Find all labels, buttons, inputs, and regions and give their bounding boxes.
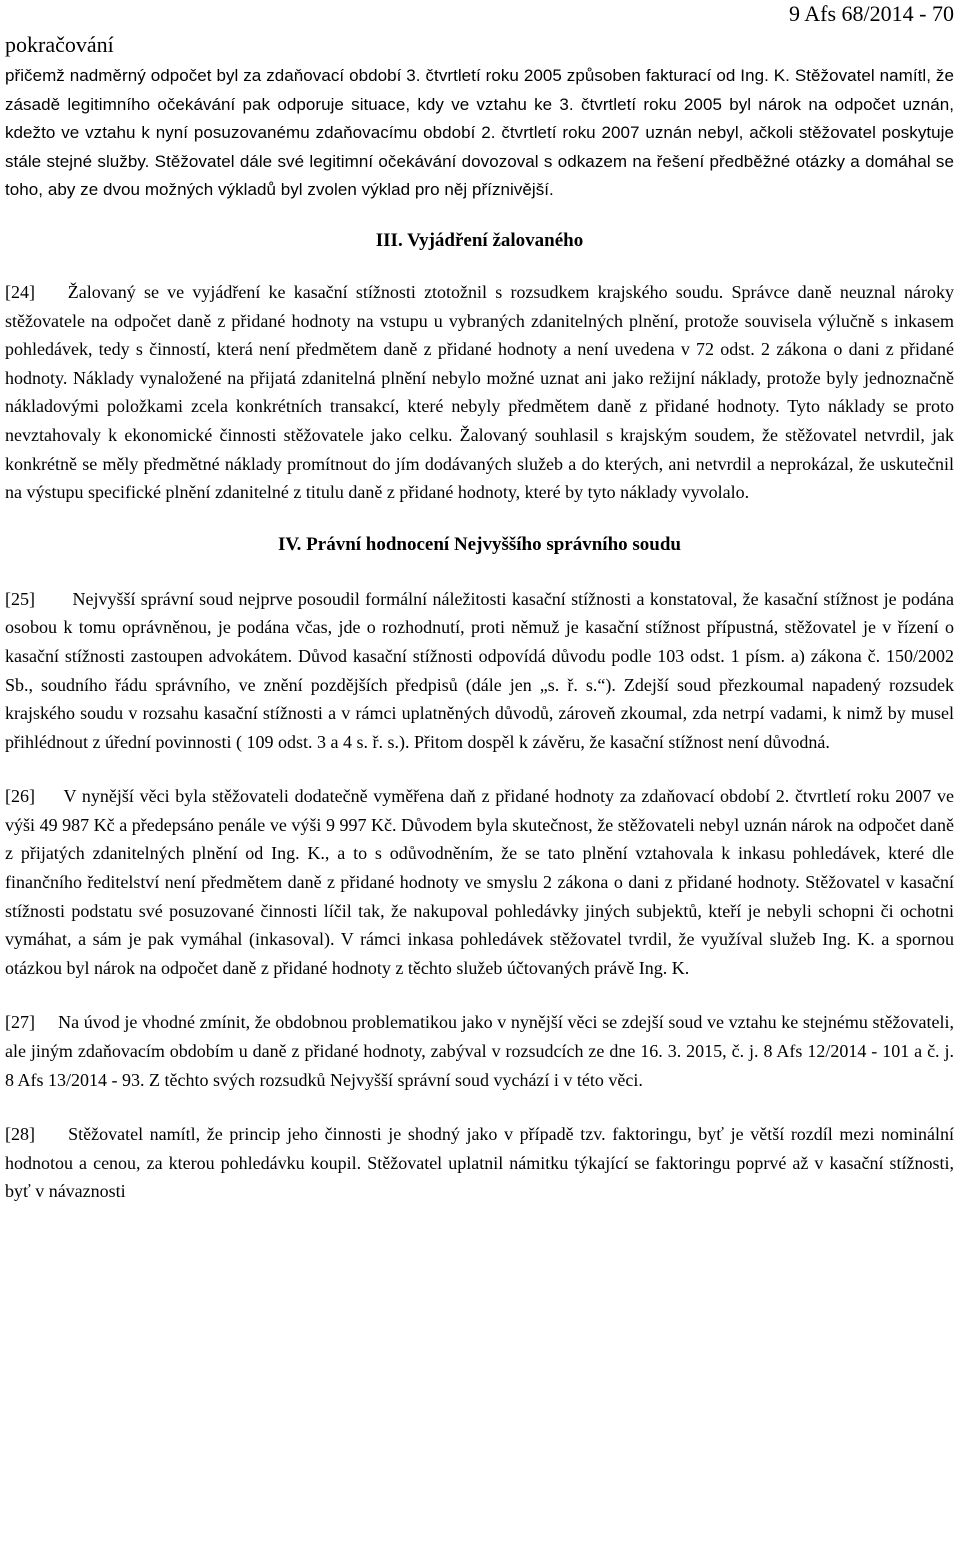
paragraph-24 [5, 278, 954, 507]
paragraph-number: [28] [5, 1124, 35, 1145]
paragraph-number: [24] [5, 281, 35, 302]
paragraph-text: Stěžovatel namítl, že princip jeho činnosti je shodný jako v případě tzv. faktoringu, byť je větší rozdíl mezi nominální hodnotou a cenou, za kterou pohledávku koupil. Stěžovatel uplatnil námitku týkající se faktoringu poprvé až v kasační stížnosti, byť v návaznosti [5, 1124, 955, 1202]
paragraph-number: [25] [5, 588, 35, 609]
paragraph-number: [26] [5, 786, 35, 807]
paragraph-26 [5, 782, 954, 982]
paragraph-spacer [5, 756, 954, 782]
paragraph-text: Na úvod je vhodné zmínit, že obdobnou problematikou jako v nynější věci se zdejší soud ve vztahu ke stejnému stěžovateli, ale jiným zdaňovacím obdobím u daně z přidané hodnoty, zabýval v rozsudcích ze dne 16. 3. 2015, č. j. 8 Afs 12/2014 - 101 a č. j. 8 Afs 13/2014 - 93. Z těchto svých rozsudků Nejvyšší správní soud vychází i v této věci. [5, 1012, 954, 1090]
section-heading-iv: IV. Právní hodnocení Nejvyššího správního soudu [278, 533, 681, 555]
paragraph-25 [5, 585, 954, 757]
section-heading-iii: III. Vyjádření žalovaného [375, 229, 584, 251]
paragraph-text: V nynější věci byla stěžovateli dodatečně vyměřena daň z přidané hodnoty za zdaňovací období 2. čtvrtletí roku 2007 ve výši 49 987 Kč a předepsáno penále ve výši 9 997 Kč. Důvodem byla skutečnost, že stěžovateli nebyl uznán nárok na odpočet daně z přijatých zdanitelných plnění od Ing. K., a to s odůvodněním, že se tato plnění vztahovala k inkasu pohledávek, které dle finančního ředitelství není předmětem daně z přidané hodnoty ve smyslu 2 zákona o dani z přidané hodnoty. Stěžovatel v kasační stížnosti podstatu své posuzované činnosti líčil tak, že nakupoval pohledávky jiných subjektů, kteří je nebyli schopni či ochotni vymáhat, a sám je pak vymáhal (inkasoval). V rámci inkasa pohledávek stěžovatel tvrdil, že využíval služeb Ing. K. a spornou otázkou byl nárok na odpočet daně z přidané hodnoty z těchto služeb účtovaných právě Ing. K. [5, 786, 955, 978]
header-case-number: 9 Afs 68/2014 - 70 [789, 1, 954, 26]
paragraph-number: [27] [5, 1012, 35, 1033]
header-continuation-label: pokračování [5, 32, 114, 57]
paragraph-text: Nejvyšší správní soud nejprve posoudil formální náležitosti kasační stížnosti a konstatoval, že kasační stížnost je podána osobou k tomu oprávněnou, je podána včas, jde o rozhodnutí, proti němuž je kasační stížnost přípustná, stěžovatel je v řízení o kasační stížnosti zastoupen advokátem. Důvod kasační stížnosti odpovídá důvodu podle 103 odst. 1 písm. a) zákona č. 150/2002 Sb., soudního řádu správního, ve znění pozdějších předpisů (dále jen „s. ř. s.“). Zdejší soud přezkoumal napadený rozsudek krajského soudu v rozsahu kasační stížnosti a v rámci uplatněných důvodů, zároveň zkoumal, zda netrpí vadami, k nimž by musel přihlédnout z úřední povinnosti ( 109 odst. 3 a 4 s. ř. s.). Přitom dospěl k závěru, že kasační stížnost není důvodná. [5, 588, 955, 752]
document-body [5, 62, 954, 1206]
intro-paragraph: přičemž nadměrný odpočet byl za zdaňovací období 3. čtvrtletí roku 2005 způsoben fakturací od Ing. K. Stěžovatel namítl, že zásadě legitimního očekávání pak odporuje situace, kdy ve vztahu ke 3. čtvrtletí roku 2005 byl nárok na odpočet uznán, kdežto ve vztahu k nyní posuzovanému zdaňovacímu období 2. čtvrtletí roku 2007 uznán nebyl, ačkoli stěžovatel poskytuje stále stejné služby. Stěžovatel dále své legitimní očekávání dovozoval s odkazem na řešení předběžné otázky a domáhal se toho, aby ze dvou možných výkladů byl zvolen výklad pro něj příznivější. [5, 66, 954, 200]
paragraph-spacer [5, 982, 954, 1008]
paragraph-spacer [5, 1094, 954, 1120]
page-header [5, 0, 954, 60]
paragraph-28 [5, 1120, 954, 1206]
paragraph-27 [5, 1008, 954, 1094]
paragraph-text: Žalovaný se ve vyjádření ke kasační stížnosti ztotožnil s rozsudkem krajského soudu. Správce daně neuznal nároky stěžovatele na odpočet daně z přidané hodnoty na vstupu u vybraných zdanitelných plnění, protože souvisela výlučně s inkasem pohledávek, tedy s činností, která není předmětem daně z přidané hodnoty a není uvedena v 72 odst. 2 zákona o dani z přidané hodnoty. Náklady vynaložené na přijatá zdanitelná plnění nebylo možné uznat ani jako režijní náklady, protože byly jednoznačně nákladovými položkami zcela konkrétních transakcí, které nebyly předmětem daně z přidané hodnoty. Tyto náklady se proto nevztahovaly k ekonomické činnosti stěžovatele jako celku. Žalovaný souhlasil s krajským soudem, že stěžovatel netvrdil, jak konkrétně se měly předmětné náklady promítnout do jím dodávaných služeb a do kterých, ani netvrdil a neprokázal, že uskutečnil na výstupu specifické plnění zdanitelné z titulu daně z přidané hodnoty, které by tyto náklady vyvolalo. [5, 281, 954, 503]
